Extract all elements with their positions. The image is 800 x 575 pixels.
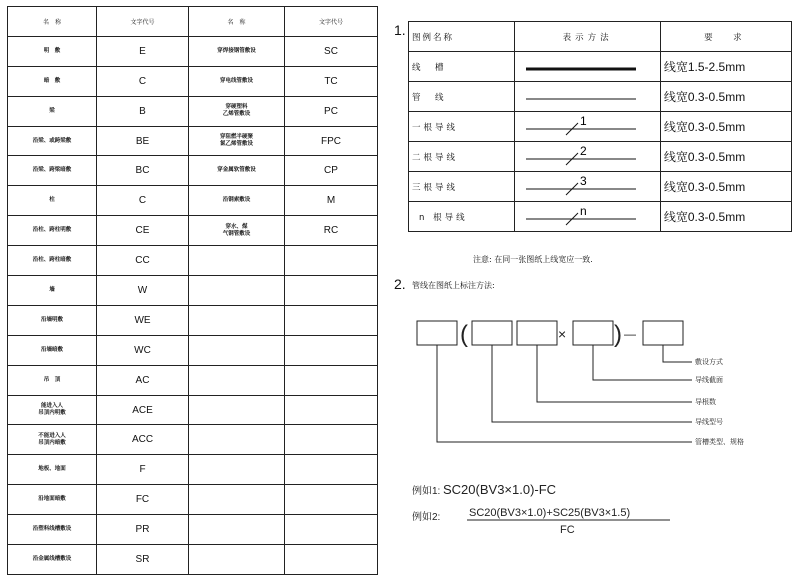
section2-title: 管线在图纸上标注方法: (412, 281, 495, 290)
leader-wire-model (492, 345, 692, 422)
row-name: 沿地面暗敷 (8, 485, 97, 515)
row-code: FPC (285, 126, 378, 156)
row-code: F (97, 455, 189, 485)
legend-name: 线 槽 (409, 52, 515, 82)
row-code: SR (97, 545, 189, 575)
legend-name: 二根导线 (409, 142, 515, 172)
row-name: 沿墙明敷 (8, 305, 97, 335)
callout-pipe-type: 管槽类型、规格 (695, 438, 744, 446)
wire-count-box (517, 321, 557, 345)
row-code: BC (97, 156, 189, 186)
legend-requirement: 线宽0.3-0.5mm (660, 202, 791, 232)
header-code-1: 文字代号 (97, 7, 189, 37)
dash-symbol: — (624, 327, 636, 341)
row-name: 穿焊接钢管敷设 (189, 36, 285, 66)
legend-name: n 根导线 (409, 202, 515, 232)
legend-name: 一根导线 (409, 112, 515, 142)
pipe-type-box (417, 321, 457, 345)
row-code: CE (97, 216, 189, 246)
wire-section-box (573, 321, 613, 345)
row-name: 墙 (8, 276, 97, 306)
row-name: 穿阻燃半硬聚 氯乙烯管敷设 (189, 126, 285, 156)
section1-number: 1. (394, 22, 406, 38)
callout-laying-method: 敷设方式 (695, 358, 723, 366)
row-code: E (97, 36, 189, 66)
example1-label: 例如1: (412, 486, 441, 497)
row-name: 暗 敷 (8, 66, 97, 96)
wire-count-label: 2 (580, 143, 588, 158)
row-name: 梁 (8, 96, 97, 126)
leader-pipe-type (437, 345, 692, 442)
legend-requirement: 线宽1.5-2.5mm (660, 52, 791, 82)
row-code: CC (97, 246, 189, 276)
row-name: 穿水、煤 气钢管敷设 (189, 216, 285, 246)
header-name-1: 名 称 (8, 7, 97, 37)
row-name: 沿梁、或跨梁敷 (8, 126, 97, 156)
row-name: 能进入人 吊顶内明敷 (8, 395, 97, 425)
callout-wire-section: 导线截面 (695, 376, 723, 384)
row-name: 沿钢索敷设 (189, 186, 285, 216)
row-code: B (97, 96, 189, 126)
row-name: 沿墙暗敷 (8, 335, 97, 365)
row-name: 穿电线管敷设 (189, 66, 285, 96)
row-name: 明 敷 (8, 36, 97, 66)
times-symbol: × (558, 326, 567, 342)
header-name-2: 名 称 (189, 7, 285, 37)
row-code: SC (285, 36, 378, 66)
legend-header-requirement: 要 求 (660, 22, 791, 52)
callout-wire-model: 导线型号 (695, 418, 723, 426)
legend-requirement: 线宽0.3-0.5mm (660, 112, 791, 142)
row-code: WE (97, 305, 189, 335)
header-code-2: 文字代号 (285, 7, 378, 37)
laying-method-box (643, 321, 683, 345)
row-name: 沿柱、跨柱明敷 (8, 216, 97, 246)
close-paren: ) (614, 321, 622, 348)
example2-label: 例如2: (412, 512, 441, 523)
row-code: FC (97, 485, 189, 515)
callout-wire-count: 导根数 (695, 398, 716, 406)
row-code: PC (285, 96, 378, 126)
section2-number: 2. (394, 276, 406, 292)
row-code: M (285, 186, 378, 216)
legend-header-method: 表示方法 (515, 22, 661, 52)
legend-requirement: 线宽0.3-0.5mm (660, 142, 791, 172)
row-name: 穿金属软管敷设 (189, 156, 285, 186)
wire-count-label: 1 (580, 113, 588, 128)
wire-count-label: 3 (580, 173, 588, 188)
row-name: 吊 顶 (8, 365, 97, 395)
line-width-note: 注意: 在同一张图纸上线宽应一致. (473, 255, 593, 264)
open-paren: ( (460, 321, 468, 348)
row-code: PR (97, 515, 189, 545)
row-name: 沿柱、跨柱暗敷 (8, 246, 97, 276)
row-name: 不能进入人 吊顶内暗敷 (8, 425, 97, 455)
row-code: ACE (97, 395, 189, 425)
row-code: C (97, 186, 189, 216)
legend-name: 三根导线 (409, 172, 515, 202)
leader-wire-count (537, 345, 692, 402)
legend-name: 管 线 (409, 82, 515, 112)
legend-requirement: 线宽0.3-0.5mm (660, 172, 791, 202)
example1-text: SC20(BV3×1.0)-FC (443, 482, 557, 497)
row-name: 沿塑料线槽敷设 (8, 515, 97, 545)
row-code: BE (97, 126, 189, 156)
row-name: 地板、地面 (8, 455, 97, 485)
wire-model-box (472, 321, 512, 345)
row-code: TC (285, 66, 378, 96)
example2-denominator: FC (560, 524, 575, 536)
row-name: 柱 (8, 186, 97, 216)
legend-header-name: 图例名称 (409, 22, 515, 52)
row-code: RC (285, 216, 378, 246)
leader-laying-method (663, 345, 692, 362)
row-code: AC (97, 365, 189, 395)
row-code: W (97, 276, 189, 306)
row-code: ACC (97, 425, 189, 455)
legend-requirement: 线宽0.3-0.5mm (660, 82, 791, 112)
row-code: WC (97, 335, 189, 365)
wire-count-label: n (580, 203, 588, 218)
row-name: 沿梁、跨梁暗敷 (8, 156, 97, 186)
row-name: 穿硬塑料 乙烯管敷设 (189, 96, 285, 126)
row-code: CP (285, 156, 378, 186)
row-name: 沿金属线槽敷设 (8, 545, 97, 575)
example2-numerator: SC20(BV3×1.0)+SC25(BV3×1.5) (469, 507, 631, 519)
row-code: C (97, 66, 189, 96)
